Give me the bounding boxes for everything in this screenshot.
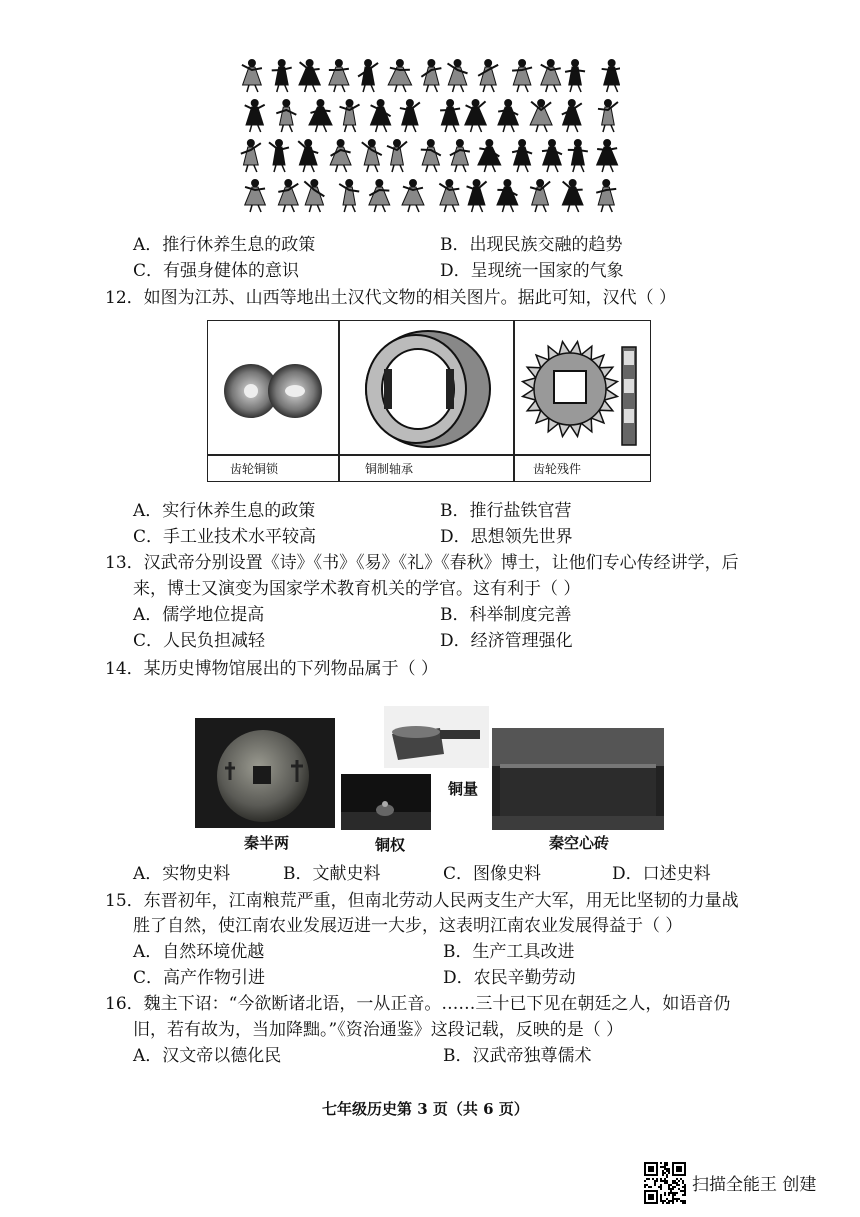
- dancer-figure: [478, 60, 498, 93]
- q15-option-d[interactable]: D．农民辛勤劳动: [443, 968, 576, 988]
- q14-option-d[interactable]: D．口述史料: [612, 864, 711, 884]
- q15-option-b[interactable]: B．生产工具改进: [443, 942, 575, 962]
- q13-option-a[interactable]: A．儒学地位提高: [133, 605, 265, 625]
- dancer-figure: [276, 100, 296, 133]
- dancer-figure: [568, 140, 588, 173]
- qin-hollow-brick-image: [492, 728, 664, 830]
- gear-fragment-image: [518, 329, 648, 451]
- q14-caption-coin: 秦半两: [244, 834, 290, 852]
- dancer-figure: [497, 180, 518, 213]
- dancer-figure: [329, 60, 349, 93]
- dancer-figure: [299, 60, 320, 93]
- dancer-figure: [369, 180, 390, 213]
- dancer-figure: [387, 140, 407, 173]
- dancer-figure: [370, 100, 390, 133]
- dancer-figure: [340, 100, 360, 133]
- q12-caption-bearing: 铜制轴承: [365, 462, 414, 476]
- dancer-figure: [602, 60, 620, 93]
- q14-option-c[interactable]: C．图像史料: [443, 864, 542, 884]
- dancer-figure: [388, 60, 411, 93]
- scanner-watermark: 扫描全能王 创建: [692, 1175, 817, 1195]
- q14-caption-brick: 秦空心砖: [549, 834, 610, 852]
- dancer-figure: [478, 140, 501, 173]
- q11-option-d[interactable]: D．呈现统一国家的气象: [440, 261, 624, 281]
- dancer-figure: [304, 180, 324, 213]
- q13-option-d[interactable]: D．经济管理强化: [440, 631, 573, 651]
- dancer-figure: [541, 60, 561, 93]
- q16-stem-line2: 旧，若有故为，当加降黜。”《资治通鉴》这段记载，反映的是（ ）: [133, 1020, 624, 1040]
- dancer-figure: [339, 180, 359, 213]
- q14-stem: 14．某历史博物馆展出的下列物品属于（ ）: [105, 659, 439, 679]
- dancer-figure: [530, 100, 552, 133]
- dancer-figure: [439, 180, 459, 213]
- q12-caption-gear-lock: 齿轮铜锁: [230, 462, 279, 476]
- q16-option-b[interactable]: B．汉武帝独尊儒术: [443, 1046, 592, 1066]
- q16-stem-line1: 16．魏主下诏：“今欲断诸北语，一从正音。……三十已下见在朝廷之人，如语音仍: [105, 994, 731, 1014]
- q14-option-b[interactable]: B．文献史料: [283, 864, 381, 884]
- dancer-figure: [242, 60, 262, 93]
- dancer-figure: [597, 140, 618, 173]
- dancer-figure: [330, 140, 351, 173]
- q11-option-c[interactable]: C．有强身健体的意识: [133, 261, 300, 281]
- dancer-figure: [512, 60, 532, 93]
- dancer-figure: [565, 60, 585, 93]
- dancer-figure: [562, 100, 582, 133]
- q13-stem-line1: 13．汉武帝分别设置《诗》《书》《易》《礼》《春秋》博士，让他们专心传经讲学，后: [105, 553, 739, 573]
- q13-option-b[interactable]: B．科举制度完善: [440, 605, 572, 625]
- dancer-figure: [467, 180, 487, 213]
- q12-option-b[interactable]: B．推行盐铁官营: [440, 501, 572, 521]
- q12-stem: 12．如图为江苏、山西等地出土汉代文物的相关图片。据此可知，汉代（ ）: [105, 288, 677, 308]
- qr-code-icon: [644, 1162, 686, 1204]
- copper-bearing-image: [346, 325, 511, 453]
- dancer-figure: [421, 60, 441, 93]
- dancer-figure: [358, 60, 378, 93]
- dancer-figure: [465, 100, 487, 133]
- dancer-figure: [450, 140, 470, 173]
- qin-banliang-coin-image: [195, 718, 335, 828]
- dancer-figure: [362, 140, 382, 173]
- q14-caption-weight: 铜权: [375, 836, 406, 854]
- dancer-figure: [421, 140, 441, 173]
- dancer-figure: [448, 60, 468, 93]
- q15-stem-line2: 胜了自然，使江南农业发展迈进一大步，这表明江南农业发展得益于（ ）: [133, 916, 683, 936]
- q15-option-c[interactable]: C．高产作物引进: [133, 968, 266, 988]
- q14-option-a[interactable]: A．实物史料: [133, 864, 231, 884]
- copper-measure-image: [384, 706, 489, 768]
- q12-option-d[interactable]: D．思想领先世界: [440, 527, 573, 547]
- dancer-figure: [245, 100, 265, 133]
- dancer-figure: [498, 100, 518, 133]
- dancer-figure: [440, 100, 460, 133]
- dancer-figure: [562, 180, 583, 213]
- q12-option-a[interactable]: A．实行休养生息的政策: [133, 501, 316, 521]
- q11-option-a[interactable]: A．推行休养生息的政策: [133, 235, 316, 255]
- q14-caption-measure: 铜量: [448, 780, 479, 798]
- dancer-figure: [530, 180, 550, 213]
- dancer-figure: [402, 180, 424, 213]
- dancer-figure: [542, 140, 562, 173]
- gear-lock-image: [218, 341, 328, 441]
- q12-option-c[interactable]: C．手工业技术水平较高: [133, 527, 317, 547]
- dancer-figure: [278, 180, 298, 213]
- dancer-figure: [241, 140, 261, 173]
- page-footer: 七年级历史第 3 页（共 6 页）: [322, 1100, 529, 1118]
- q12-caption-gear-fragment: 齿轮残件: [533, 462, 582, 476]
- q15-option-a[interactable]: A．自然环境优越: [133, 942, 265, 962]
- dancer-figure: [309, 100, 332, 133]
- dancer-figure: [245, 180, 266, 213]
- dancer-figure: [596, 180, 616, 213]
- dancer-figure: [512, 140, 532, 173]
- dancer-figure: [272, 60, 292, 93]
- q15-stem-line1: 15．东晋初年，江南粮荒严重，但南北劳动人民两支生产大军，用无比坚韧的力量战: [105, 891, 739, 911]
- q11-option-b[interactable]: B．出现民族交融的趋势: [440, 235, 623, 255]
- dancer-figure: [269, 140, 289, 173]
- q13-stem-line2: 来，博士又演变为国家学术教育机关的学官。这有利于（ ）: [133, 579, 581, 599]
- dance-figures-image: [240, 55, 620, 220]
- dancer-figure: [598, 100, 618, 133]
- dancer-figure: [298, 140, 318, 173]
- q16-option-a[interactable]: A．汉文帝以德化民: [133, 1046, 282, 1066]
- q13-option-c[interactable]: C．人民负担减轻: [133, 631, 266, 651]
- copper-weight-image: [341, 774, 431, 830]
- dancer-figure: [400, 100, 420, 133]
- q12-figure-panel: [207, 320, 651, 482]
